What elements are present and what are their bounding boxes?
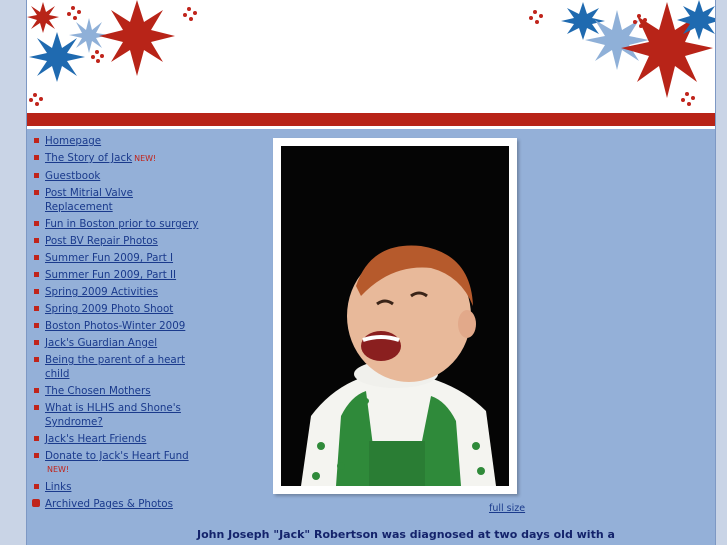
nav-item-summer-fun-2[interactable] [31,268,201,282]
nav-item-links[interactable] [31,480,201,494]
nav-item-guestbook[interactable] [31,169,201,183]
nav-link[interactable]: Spring 2009 Photo Shoot [45,303,174,315]
new-badge: NEW! [47,465,70,474]
photo-frame [273,138,517,494]
nav-item-donate[interactable] [31,449,201,477]
nav-link[interactable]: Post Mitrial Valve Replacement [45,187,133,213]
nav-link[interactable]: The Chosen Mothers [45,385,151,397]
bullet-icon [34,289,39,294]
nav-link[interactable]: Jack's Heart Friends [45,433,147,445]
nav-item-guardian-angel[interactable] [31,336,201,350]
folder-icon [32,499,40,507]
bullet-icon [34,238,39,243]
nav-link[interactable]: Post BV Repair Photos [45,235,158,247]
nav-link[interactable]: Boston Photos-Winter 2009 [45,320,186,332]
bullet-icon [34,173,39,178]
sidebar-nav [31,134,201,514]
nav-link[interactable]: Summer Fun 2009, Part I [45,252,174,264]
nav-link[interactable]: Fun in Boston prior to surgery [45,218,199,230]
red-dot-ring-2 [183,7,197,21]
bullet-icon [34,405,39,410]
nav-item-boston-photos[interactable] [31,319,201,333]
bullet-icon [34,138,39,143]
nav-link[interactable]: The Story of Jack [45,152,133,164]
nav-item-post-mitrial[interactable] [31,186,201,214]
nav-link[interactable]: Links [45,481,72,493]
nav-item-story-of-jack[interactable] [31,151,201,166]
bullet-icon [34,453,39,458]
bullet-icon [34,436,39,441]
bullet-icon [34,190,39,195]
bullet-icon [34,340,39,345]
bullet-icon [34,155,39,160]
red-dot-ring-1 [67,6,81,20]
nav-link[interactable]: Being the parent of a heart child [45,354,186,380]
new-badge: NEW! [134,154,157,163]
nav-item-parent-heart-child[interactable] [31,353,201,381]
header-banner [27,0,715,113]
child-photo-illustration [281,146,509,486]
bullet-icon [34,357,39,362]
story-caption: John Joseph "Jack" Robertson was diagnosed at two days old with a [197,528,615,541]
nav-item-spring-photo-shoot[interactable] [31,302,201,316]
nav-link[interactable]: Guestbook [45,170,101,182]
nav-item-spring-activities[interactable] [31,285,201,299]
nav-link[interactable]: Jack's Guardian Angel [45,337,158,349]
bullet-icon [34,323,39,328]
blue-star-right [561,2,605,40]
nav-link[interactable]: Summer Fun 2009, Part II [45,269,177,281]
nav-item-summer-fun-1[interactable] [31,251,201,265]
banner-red-stripe [27,113,715,126]
bullet-icon [34,306,39,311]
red-dot-ring-3 [91,50,104,63]
nav-item-chosen-mothers[interactable] [31,384,201,398]
red-dot-ring-7 [681,92,695,106]
nav-link[interactable]: What is HLHS and Shone's Syndrome? [45,402,181,428]
bullet-icon [34,221,39,226]
red-dot-ring-5 [529,10,543,24]
nav-item-post-bv-repair[interactable] [31,234,201,248]
nav-item-hlhs[interactable] [31,401,201,429]
nav-item-archived[interactable] [31,497,201,511]
blue-star-left [29,32,85,82]
nav-item-fun-in-boston[interactable] [31,217,201,231]
red-star-small-left [27,2,59,33]
red-star-large-left [99,0,175,76]
nav-item-heart-friends[interactable] [31,432,201,446]
red-dot-ring-4 [29,93,43,106]
banner-white-line [27,126,715,129]
nav-link[interactable]: Donate to Jack's Heart Fund [45,450,189,462]
nav-link[interactable]: Archived Pages & Photos [45,498,173,510]
child-photo[interactable] [281,146,509,486]
bullet-icon [34,255,39,260]
nav-link[interactable]: Spring 2009 Activities [45,286,158,298]
full-size-link[interactable]: full size [489,503,526,514]
bullet-icon [34,484,39,489]
starburst-decoration [27,0,715,113]
bullet-icon [34,388,39,393]
page [26,0,716,545]
nav-link[interactable]: Homepage [45,135,102,147]
bullet-icon [34,272,39,277]
nav-item-homepage[interactable] [31,134,201,148]
